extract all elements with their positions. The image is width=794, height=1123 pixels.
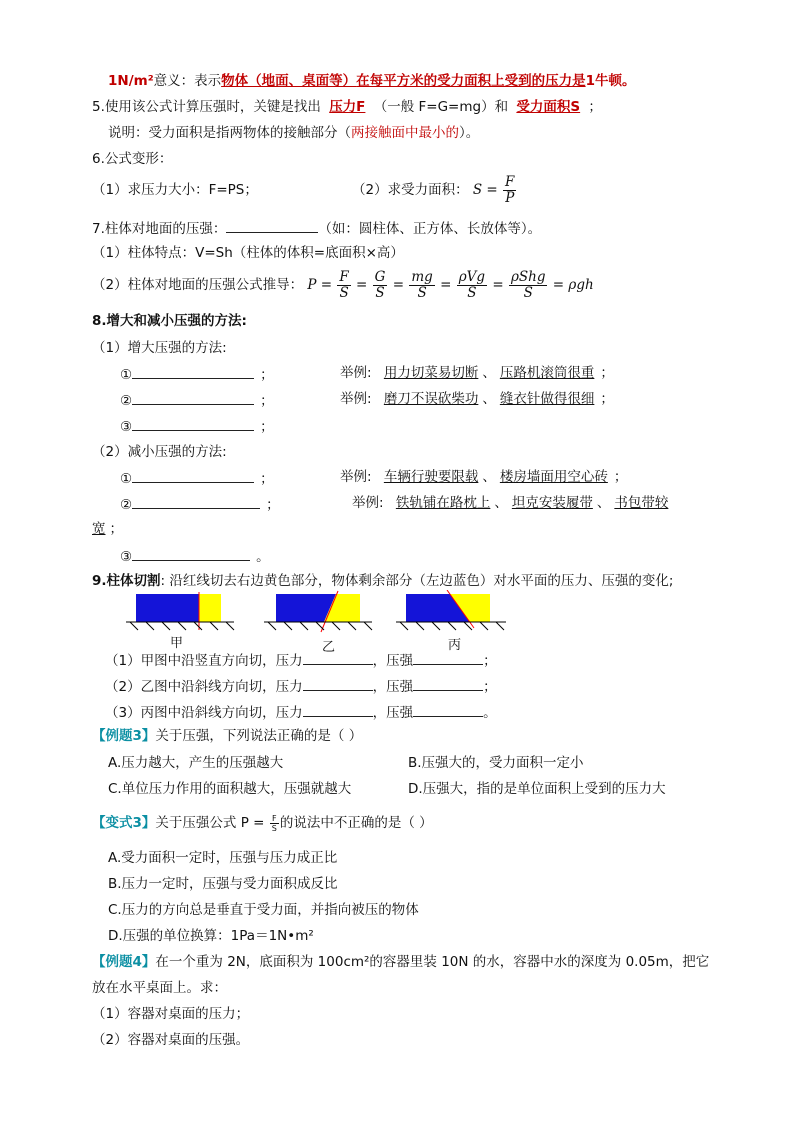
- dec-example-2: [352, 494, 668, 512]
- num-3: ③: [120, 549, 133, 565]
- eq-sign: =: [356, 277, 368, 293]
- sec7-item2: [92, 266, 594, 304]
- s-fraction: [503, 175, 516, 206]
- sec9-desc: : 沿红线切去右边黄色部分，物体剩余部分（左边蓝色）对水平面的压力、压强的变化;: [160, 573, 674, 589]
- meaning-prefix: 意义：表示: [153, 73, 222, 89]
- num-1: ①: [120, 367, 133, 383]
- dec-ex2c-cont-line: [92, 520, 123, 538]
- dot: 。: [256, 549, 270, 565]
- yi-hatch: [268, 622, 372, 630]
- p-frac-3-num: mg: [411, 268, 433, 285]
- inc-blank-1[interactable]: [132, 364, 254, 379]
- dec-blank-2[interactable]: [132, 494, 260, 509]
- fig-label-bing: 丙: [448, 638, 462, 653]
- dec-ex2c: 书包带较: [614, 495, 669, 511]
- semi: ；: [260, 393, 274, 409]
- bing-hatch: [400, 622, 504, 630]
- dec-row-3: [120, 546, 270, 566]
- dec-row-1: [120, 468, 274, 488]
- unit-meaning-line: [108, 72, 636, 90]
- ex4-line2: 放在水平桌面上。求：: [92, 980, 227, 996]
- semi: ；: [260, 471, 274, 487]
- sec9-line: [92, 572, 673, 590]
- inc-ex2a: 磨刀不误砍柴功: [383, 391, 479, 407]
- meaning-mid: 在每平方米的受力面积上受到的压力是: [356, 73, 586, 89]
- semi: ；: [600, 365, 614, 381]
- q3-force-blank[interactable]: [303, 702, 373, 717]
- ex3-option-b[interactable]: B.压强大的，受力面积一定小: [408, 755, 584, 771]
- example-label: 举例:: [340, 391, 372, 407]
- dec-example-1: [340, 468, 627, 486]
- dec-ex2c-cont: 宽: [92, 521, 106, 537]
- figure-bing: [396, 590, 506, 630]
- sec6-title: 6.公式变形：: [92, 151, 173, 167]
- eq-sign: =: [440, 277, 452, 293]
- inc-title: （1）增大压强的方法:: [92, 340, 227, 356]
- fig-label-jia: 甲: [170, 636, 184, 651]
- inc-ex1a: 用力切菜易切断: [383, 365, 479, 381]
- dec-blank-3[interactable]: [132, 546, 250, 561]
- s-frac-num: F: [505, 173, 515, 190]
- sec5-note: （一般 F=G=mg）和: [373, 99, 509, 115]
- meaning-value: 1牛顿。: [585, 73, 636, 89]
- q3-comma: ，压强: [372, 705, 414, 721]
- q1-force-blank[interactable]: [303, 650, 373, 665]
- explain-end: ）。: [459, 125, 480, 141]
- example-label: 举例:: [340, 365, 372, 381]
- sec7-tail: （如：圆柱体、正方体、长放体等）。: [318, 221, 542, 237]
- ex3-option-a[interactable]: A.压力越大，产生的压强越大: [108, 755, 284, 771]
- ex4-text-1: 在一个重为 2N，底面积为 100cm²的容器里装 10N 的水，容器中水的深度为 0.05m，把它: [155, 954, 710, 970]
- dec-ex2a: 铁轨铺在路枕上: [395, 495, 491, 511]
- p-frac-5: [509, 270, 548, 301]
- sec5-area: 受力面积S: [516, 99, 581, 115]
- dec-blank-1[interactable]: [132, 468, 254, 483]
- sec9-q1: [105, 650, 497, 670]
- p-frac-1-den: S: [339, 284, 349, 301]
- cutting-figures: [0, 590, 794, 650]
- sec7-item1: （1）柱体特点：V=Sh（柱体的体积=底面积×高）: [92, 245, 404, 261]
- num-1: ①: [120, 471, 133, 487]
- sec6-item1: （1）求压力大小：F=PS；: [92, 182, 258, 198]
- semi: ；: [109, 521, 123, 537]
- semi: ；: [260, 419, 274, 435]
- ex4-q2: （2）容器对桌面的压强。: [92, 1032, 250, 1048]
- q2-force-blank[interactable]: [303, 676, 373, 691]
- inc-ex1b: 压路机滚筒很重: [499, 365, 595, 381]
- p-frac-5-num: ρShg: [510, 268, 546, 285]
- figure-yi: [264, 591, 372, 632]
- comma: 、: [482, 365, 496, 381]
- inc-example-1: [340, 364, 614, 382]
- semi: ；: [613, 469, 628, 485]
- jia-hatch: [130, 622, 234, 630]
- inc-ex2b: 缝衣针做得很细: [499, 391, 595, 407]
- sec9-q3: [105, 702, 497, 722]
- p-frac-3-den: S: [417, 284, 427, 301]
- sec8-title: 8.增大和减小压强的方法:: [92, 313, 247, 329]
- inc-row-2: [120, 390, 274, 410]
- p-frac-2: [373, 270, 388, 301]
- ex3-question: 关于压强，下列说法正确的是（ ）: [155, 728, 363, 744]
- var3-line: [92, 808, 433, 838]
- p-frac-5-den: S: [523, 284, 533, 301]
- sec7-blank[interactable]: [226, 218, 318, 233]
- dot: 。: [483, 705, 497, 721]
- semi: ；: [266, 497, 280, 513]
- q2-pressure-blank[interactable]: [413, 676, 483, 691]
- ex3-tag: 【例题3】: [92, 728, 156, 744]
- ex3-option-d[interactable]: D.压强大，指的是单位面积上受到的压力大: [408, 781, 666, 797]
- p-frac-4: [457, 270, 487, 301]
- var3-q-tail: 的说法中不正确的是（ ）: [279, 815, 433, 831]
- p-frac-4-den: S: [467, 284, 477, 301]
- dec-ex1b: 楼房墙面用空心砖: [499, 469, 608, 485]
- p-frac-4-num: ρVg: [458, 268, 486, 285]
- inc-blank-2[interactable]: [132, 390, 254, 405]
- var3-fraction: [270, 814, 279, 833]
- eq-sign: =: [492, 277, 504, 293]
- eq-sign: =: [552, 277, 565, 293]
- num-2: ②: [120, 393, 133, 409]
- example-label: 举例:: [352, 495, 384, 511]
- p-lhs: P =: [307, 277, 333, 293]
- comma: 、: [596, 495, 611, 511]
- explain-lead: 说明：受力面积是指两物体的接触部分（: [108, 125, 351, 141]
- sec6-item2-label: （2）求受力面积：: [352, 182, 469, 198]
- example-label: 举例:: [340, 469, 372, 485]
- num-3: ③: [120, 419, 133, 435]
- q2-text: （2）乙图中沿斜线方向切，压力: [105, 679, 303, 695]
- jia-blue-block: [136, 594, 199, 622]
- p-result: ρgh: [568, 277, 594, 293]
- var3-tag: 【变式3】: [92, 815, 156, 831]
- explain-red: 两接触面中最小的: [351, 125, 459, 141]
- comma: 、: [482, 391, 496, 407]
- inc-row-3: [120, 416, 274, 436]
- comma: 、: [494, 495, 508, 511]
- p-frac-3: [409, 270, 434, 301]
- dec-ex1a: 车辆行驶要限载: [383, 469, 479, 485]
- s-frac-den: P: [505, 189, 515, 206]
- fig-label-yi: 乙: [322, 640, 336, 655]
- sec5-end: ；: [588, 99, 602, 115]
- p-frac-1-num: F: [339, 268, 349, 285]
- sec5-line: [92, 98, 602, 116]
- ex4-q1: （1）容器对桌面的压力；: [92, 1006, 250, 1022]
- q2-comma: ，压强: [372, 679, 414, 695]
- sec9-q2: [105, 676, 497, 696]
- sec5-explain: [108, 124, 479, 142]
- semi: ；: [483, 653, 497, 669]
- jia-yellow-block: [199, 594, 221, 622]
- q3-pressure-blank[interactable]: [413, 702, 483, 717]
- dec-title: （2）减小压强的方法:: [92, 444, 227, 460]
- sec9-title: 9.柱体切割: [92, 573, 161, 589]
- var3-option-b[interactable]: B.压力一定时，压强与受力面积成反比: [108, 876, 338, 892]
- sec7-item2-label: （2）柱体对地面的压强公式推导：: [92, 277, 304, 293]
- var3-option-c[interactable]: C.压力的方向总是垂直于受力面，并指向被压的物体: [108, 902, 419, 918]
- ex4-line1: [92, 953, 709, 971]
- eq-sign: =: [392, 277, 405, 293]
- inc-row-1: [120, 364, 274, 384]
- inc-blank-3[interactable]: [132, 416, 254, 431]
- inc-example-2: [340, 390, 614, 408]
- q1-comma: ，压强: [372, 653, 414, 669]
- p-frac-2-den: S: [375, 284, 385, 301]
- comma: 、: [482, 469, 496, 485]
- dec-row-2: [120, 494, 280, 514]
- num-2: ②: [120, 497, 133, 513]
- var3-option-a[interactable]: A.受力面积一定时，压强与压力成正比: [108, 850, 338, 866]
- s-lhs: S =: [472, 182, 498, 198]
- q3-text: （3）丙图中沿斜线方向切，压力: [105, 705, 303, 721]
- dec-ex2b: 坦克安装履带: [511, 495, 593, 511]
- ex3-option-c[interactable]: C.单位压力作用的面积越大，压强就越大: [108, 781, 352, 797]
- figure-jia: [126, 592, 234, 630]
- sec6-item2: [352, 170, 517, 210]
- var3-q-lead: 关于压强公式 P =: [155, 815, 265, 831]
- sec5-force: 压力F: [329, 99, 366, 115]
- object-text: 物体（地面、桌面等）: [221, 73, 357, 89]
- unit-label: 1N/m²: [108, 73, 154, 89]
- q1-text: （1）甲图中沿竖直方向切，压力: [105, 653, 303, 669]
- p-frac-1: [337, 270, 350, 301]
- sec5-lead: 5.使用该公式计算压强时，关键是找出: [92, 99, 321, 115]
- var3-frac-num: F: [270, 814, 279, 824]
- var3-frac-den: S: [271, 823, 277, 833]
- q1-pressure-blank[interactable]: [413, 650, 483, 665]
- p-frac-2-num: G: [374, 268, 386, 285]
- sec7-lead: 7.柱体对地面的压强：: [92, 221, 227, 237]
- sec7-line: [92, 218, 541, 238]
- var3-option-d[interactable]: D.压强的单位换算：1Pa＝1N•m²: [108, 928, 314, 944]
- semi: ；: [600, 391, 614, 407]
- ex3-line: [92, 727, 362, 745]
- ex4-tag: 【例题4】: [92, 954, 156, 970]
- semi: ；: [483, 679, 497, 695]
- semi: ；: [260, 367, 274, 383]
